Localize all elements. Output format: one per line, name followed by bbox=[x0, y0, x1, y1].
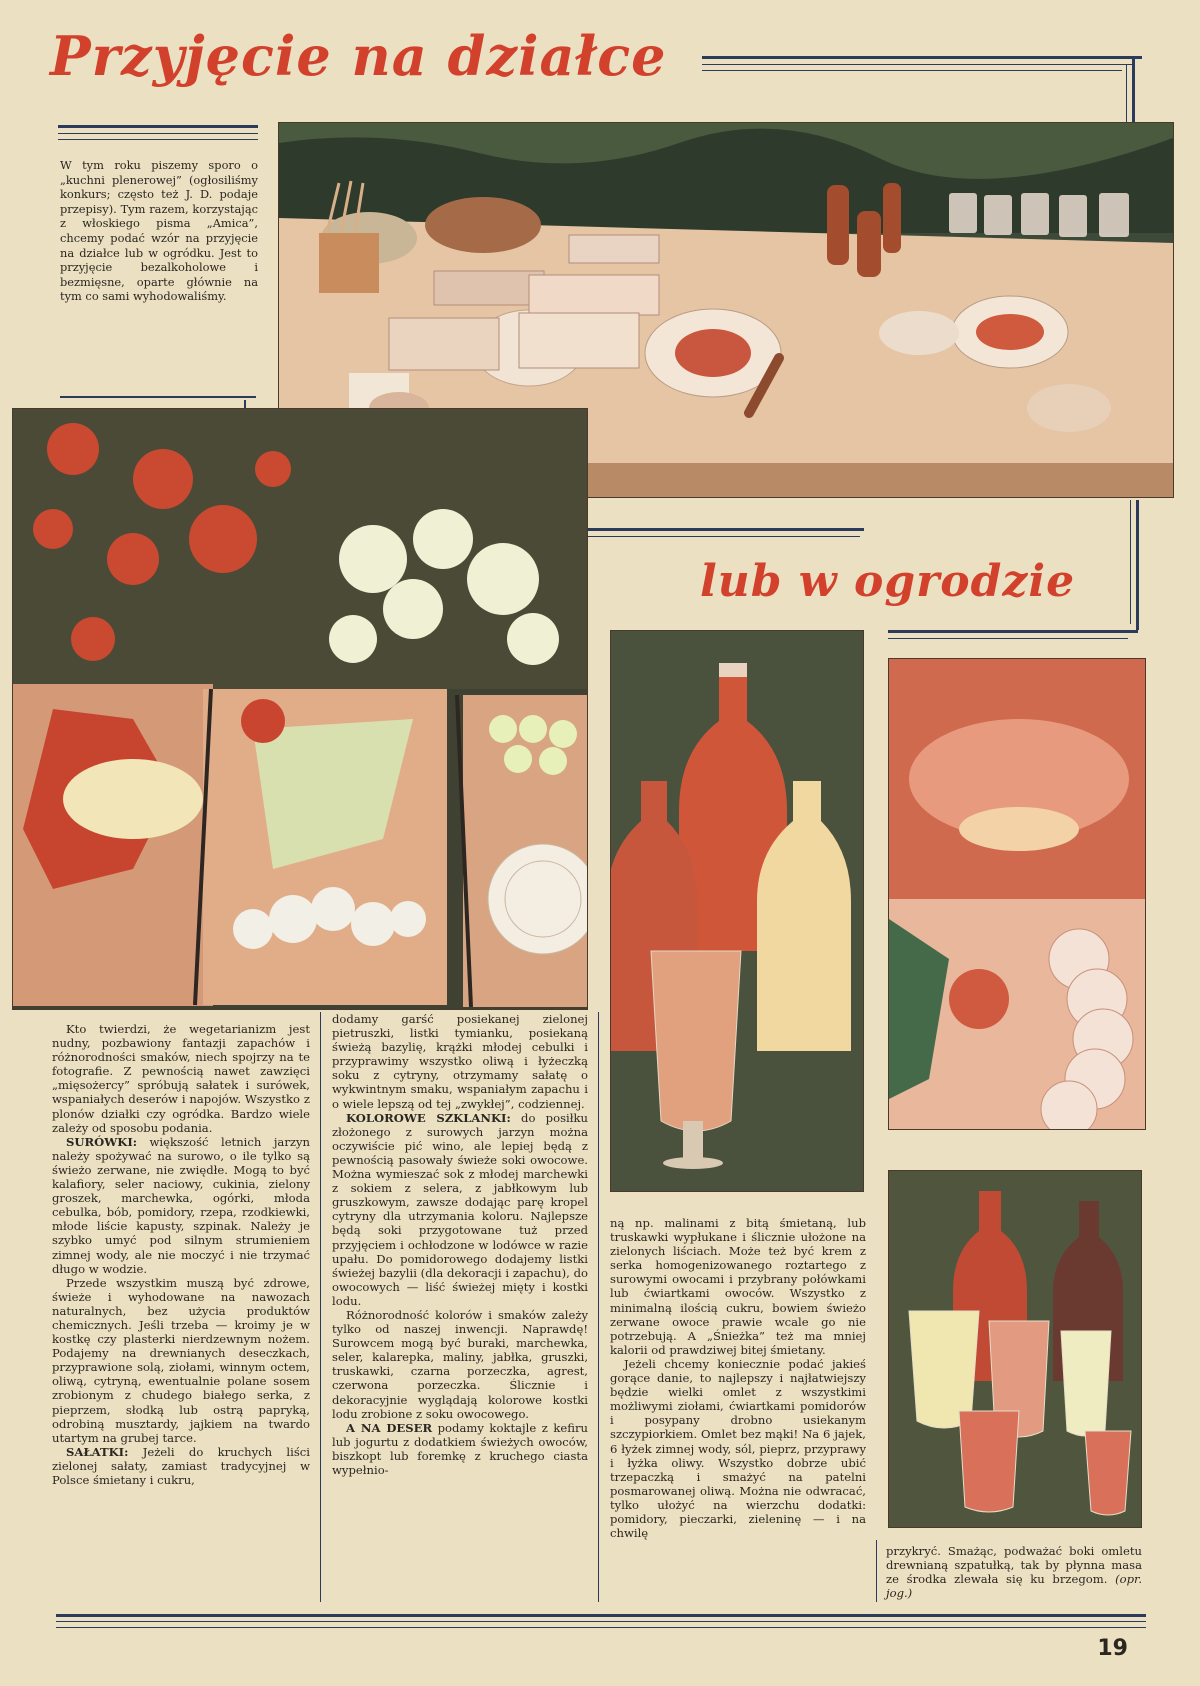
article-column-2 bbox=[332, 1012, 588, 1477]
page-title: Przyjęcie na działce bbox=[50, 24, 667, 88]
article-paragraph: przykryć. Smażąc, podważać boki omletu drewnianą szpatułką, tak by płynna masa ze środka zlewała się ku brzegom. bbox=[886, 1544, 1142, 1587]
article-paragraph: Przede wszystkim muszą być zdrowe, świeże i wyhodowane na nawozach naturalnych, bez użycia produktów chemicznych. Jeśli trzeba — kroimy je w kostkę czy plasterki nierdzewnym nożem. Podajemy na drewnianych deseczkach, przyprawione solą, ziołami, winnym octem, oliwą, cytryną, ewentualnie polane sosem zrobionym z chudego białego serka, z pieprzem, słodką lub ostrą papryką, odrobiną musztardy, jajkiem na twardo utartym na grubej tarce. bbox=[52, 1275, 310, 1445]
title-rule-1 bbox=[702, 56, 1142, 59]
article-paragraph: do posiłku złożonego z surowych jarzyn można oczywiście pić wino, ale lepiej będą z pewnością pasowały świeże soki owocowe. Można wymieszać sok z młodej marchewki z sokiem z selera, z jabłkowym lub gruszkowym, zawsze dodając parę kropel cytryny dla utrzymania koloru. Najlepsze będą soki przygotowane tuż przed przyjęciem i ochłodzone w lodówce w razie upału. Do pomidorowego dodajemy listki świeżej bazylii (dla dekoracji i zapachu), do owocowych — liść świeżej mięty i kostki lodu. bbox=[332, 1110, 588, 1308]
intro-paragraph: W tym roku piszemy sporo o „kuchni plenerowej” (ogłosiliśmy konkurs; często też J. D. podaje przepisy). Tym razem, korzystając z włoskiego pisma „Amica”, chcemy podać wzór na przyjęcie na działce lub w ogródku. Jest to przyjęcie bezalkoholowe i bezmięsne, oparte głównie na tym co sami wyhodowaliśmy. bbox=[60, 158, 258, 304]
footer-rule-3 bbox=[56, 1627, 1146, 1628]
photo-colorful-glasses bbox=[888, 1170, 1142, 1528]
article-column-1 bbox=[52, 1022, 310, 1487]
photo-juice-bottles bbox=[610, 630, 864, 1192]
column-divider-2 bbox=[598, 1012, 599, 1602]
section-kolorowe-szklanki bbox=[332, 1111, 588, 1308]
frame-rule-right-mid bbox=[1136, 500, 1139, 630]
article-paragraph: Różnorodność kolorów i smaków zależy tylko od naszej inwencji. Naprawdę! Surowcem mogą być buraki, marchewka, seler, kalarepka, maliny, jabłka, gruszki, truskawki, czarna porzeczka, agrest, czerwona porzeczka. Ślicznie i dekoracyjnie wyglądają kolorowe kostki lodu zrobione z soku owocowego. bbox=[332, 1307, 588, 1421]
author-signature: (opr. jog.) bbox=[886, 1572, 1143, 1601]
photo-vegetable-platter bbox=[888, 658, 1146, 1130]
intro-rule-3 bbox=[58, 139, 258, 140]
page-subtitle: lub w ogrodzie bbox=[700, 556, 1076, 607]
section-heading: A NA DESER bbox=[346, 1420, 433, 1435]
article-paragraph: podamy koktajle z kefiru lub jogurtu z dodatkiem świeżych owoców, biszkopt lub foremkę z kruchego ciasta wypełnio- bbox=[332, 1420, 588, 1477]
footer-rule-2 bbox=[56, 1621, 1146, 1622]
section-surowki bbox=[52, 1135, 310, 1276]
title-rule-3 bbox=[702, 70, 1122, 71]
frame-rule-mid-1 bbox=[60, 396, 256, 398]
footer-rule-1 bbox=[56, 1614, 1146, 1617]
frame-rule-right-mid-2 bbox=[1130, 500, 1131, 624]
article-ending bbox=[886, 1544, 1142, 1600]
section-heading: SURÓWKI: bbox=[66, 1134, 138, 1149]
subtitle-rule-2 bbox=[888, 638, 1128, 639]
frame-rule-right bbox=[1132, 56, 1135, 124]
title-rule-2 bbox=[702, 64, 1132, 65]
article-paragraph: dodamy garść posiekanej zielonej pietruszki, listki tymianku, posiekaną świeżą bazylię, krążki młodej cebulki i przyprawimy wszystko oliwą i łyżeczką soku z cytryny, otrzymamy sałatę o wykwintnym smaku, wspaniałym zapachu i o wiele lepszą od tej „zwykłej”, codziennej. bbox=[332, 1012, 588, 1111]
article-paragraph: ną np. malinami z bitą śmietaną, lub truskawki wypłukane i ślicznie ułożone na zielonych liściach. Może też być krem z serka homogenizowanego roztartego z surowymi owocami i przybrany połówkami lub ćwiartkami owoców. Wszystko z minimalną ilością cukru, bowiem świeżo zerwane owoce prawie wcale go nie potrzebują. A „Śnieżka” też ma mniej kalorii od prawdziwej bitej śmietany. bbox=[610, 1216, 866, 1357]
section-deser bbox=[332, 1421, 588, 1477]
frame-rule-right-2 bbox=[1126, 64, 1127, 124]
subtitle-rule-1 bbox=[888, 630, 1138, 633]
article-column-4 bbox=[886, 1544, 1142, 1600]
photo-raw-vegetables bbox=[12, 408, 588, 1010]
article-paragraph: Jeżeli chcemy koniecznie podać jakieś gorące danie, to najlepszy i najłatwiejszy będzie wielki omlet z wszystkimi możliwymi ziołami, ćwiartkami pomidorów i posypany drobno usiekanym szczypiorkiem. Omlet bez mąki! Na 6 jajek, 6 łyżek zimnej wody, sól, pieprz, przyprawy i łyżka oliwy. Wszystko dobrze ubić trzepaczką i smażyć na patelni posmarowanej oliwą. Można nie odwracać, tylko ułożyć na wierzchu dodatki: pomidory, pieczarki, zieleninę — i na chwilę bbox=[610, 1356, 866, 1541]
column-divider-1 bbox=[320, 1012, 321, 1602]
article-column-3 bbox=[610, 1216, 866, 1540]
section-salatki bbox=[52, 1445, 310, 1487]
article-paragraph: Kto twierdzi, że wegetarianizm jest nudny, pozbawiony fantazji zapachów i różnorodności smaków, niech spojrzy na te fotografie. Z pewnością nawet zawzięci „mięsożercy” spróbują sałatek i surówek, wspaniałych deserów i napojów. Wszystko z plonów działki czy ogródka. Bardzo wiele zależy od sposobu podania. bbox=[52, 1022, 310, 1135]
article-paragraph: Jeżeli do kruchych liści zielonej sałaty, zamiast tradycyjnej w Polsce śmietany i cukru, bbox=[52, 1444, 310, 1487]
column-divider-3 bbox=[876, 1540, 877, 1602]
section-heading: KOLOROWE SZKLANKI: bbox=[346, 1110, 511, 1125]
intro-rule-2 bbox=[58, 133, 258, 134]
article-paragraph: większość letnich jarzyn należy spożywać na surowo, o ile tylko są świeżo zerwane, nie zwiędłe. Mogą to być kalafiory, seler naciowy, cukinia, zielony groszek, marchewka, ogórki, młoda cebulka, bób, pomidory, rzepa, rzodkiewki, młode liście kapusty, szpinak. Należy je szybko umyć pod silnym strumieniem zimnej wody, ale nie moczyć i nie trzymać długo w wodzie. bbox=[52, 1134, 310, 1276]
section-heading: SAŁATKI: bbox=[66, 1444, 129, 1459]
intro-rule-1 bbox=[58, 125, 258, 128]
page-number: 19 bbox=[1097, 1636, 1128, 1661]
